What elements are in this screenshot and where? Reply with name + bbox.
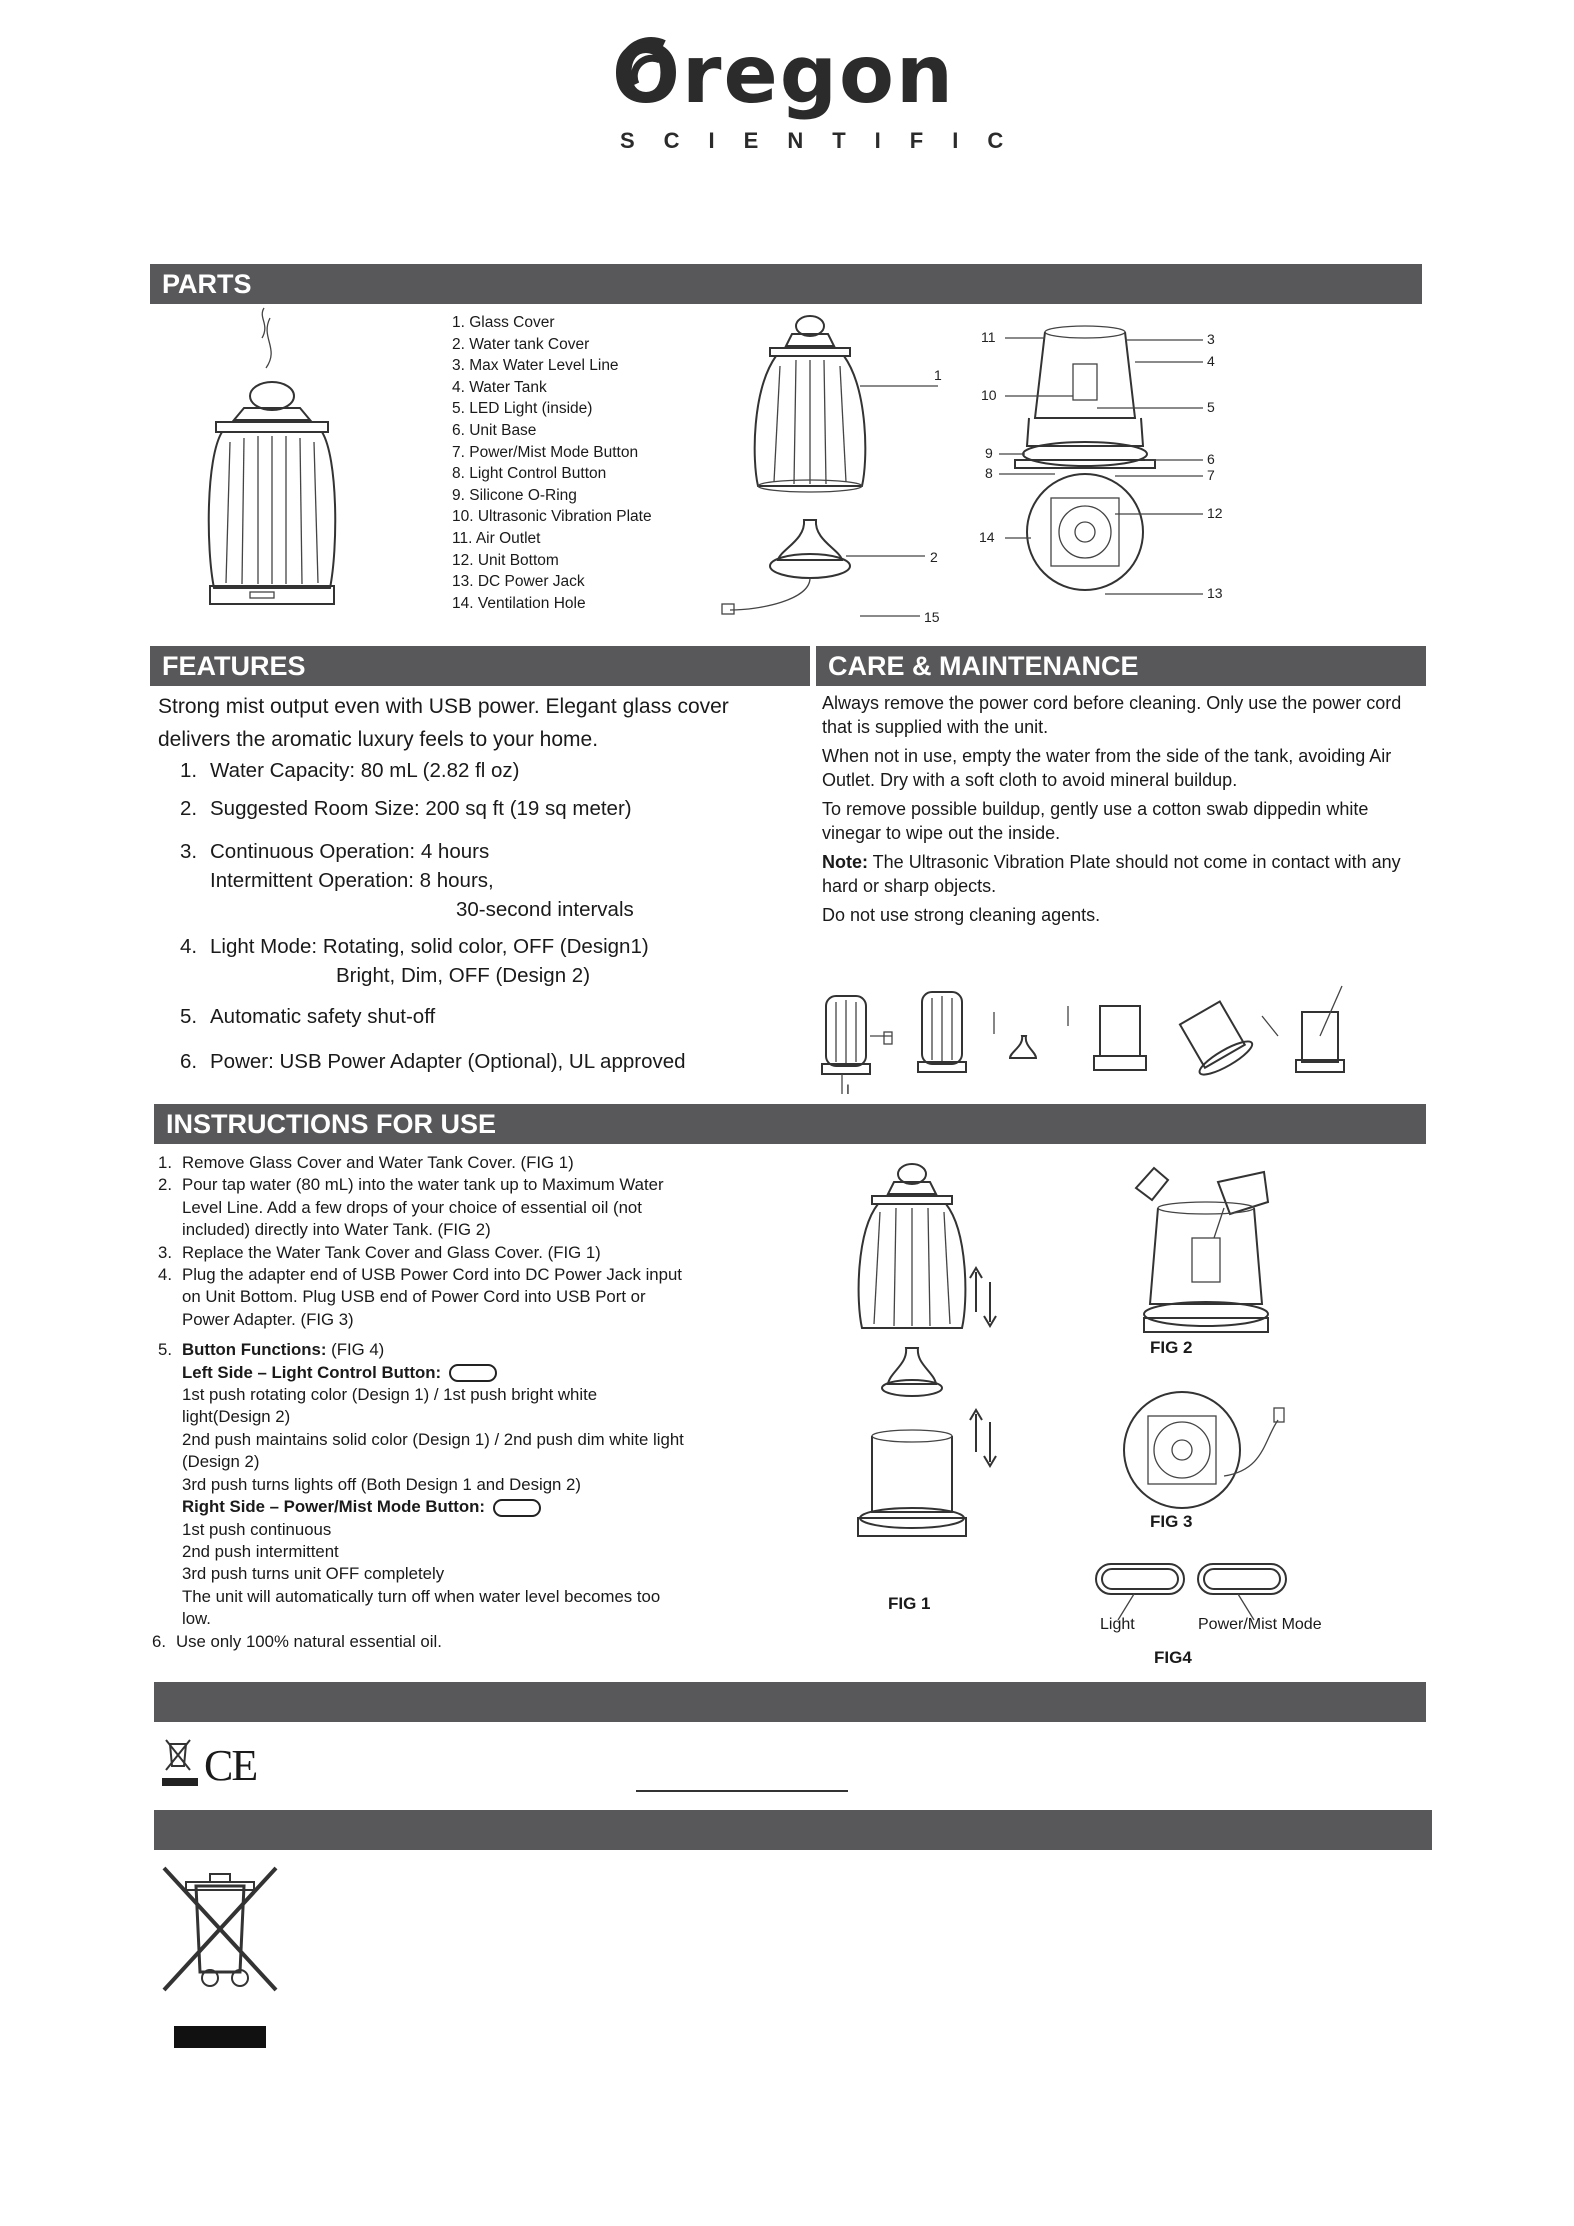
list-item: 13. DC Power Jack [452,573,585,591]
callout-3: 3 [1207,331,1215,347]
callout-2: 2 [930,549,938,565]
parts-list [452,312,652,614]
care-paragraph: When not in use, empty the water from the side of the tank, avoiding Air Outlet. Dry with a soft cloth to avoid mineral buildup. [822,746,1392,790]
list-item: 3. Continuous Operation: 4 hours Intermittent Operation: 8 hours, 30-second intervals [180,840,634,921]
callout-15: 15 [924,609,940,625]
fig4-label: FIG4 [1154,1648,1192,1667]
weee-bin-icon [156,1862,286,2052]
callout-11: 11 [981,329,996,345]
fig2-illustration [1124,1158,1294,1358]
care-paragraph: Always remove the power cord before cleaning. Only use the power cord that is supplied with the unit. [822,693,1402,737]
signature-line [636,1790,848,1792]
list-item: 8. Light Control Button [452,465,607,483]
power-button-icon [493,1499,541,1517]
list-item: 10. Ultrasonic Vibration Plate [452,508,652,526]
fig3-label: FIG 3 [1150,1512,1193,1531]
list-item: 5. Automatic safety shut-off [180,1005,436,1028]
fig2-label: FIG 2 [1150,1338,1193,1357]
list-item: 4. Water Tank [452,378,547,396]
weee-small-icon [160,1734,200,1788]
fig1-illustration [850,1152,1030,1572]
list-item: 5. LED Light (inside) [452,400,593,418]
fig1-label: FIG 1 [888,1594,931,1613]
list-item: 2. Pour tap water (80 mL) into the water tank up to Maximum Water Level Line. Add a few drops of your choice of essential oil (not included) directly into Water Tank. (FIG 2) [158,1175,664,1240]
care-marker: I [846,1081,850,1097]
list-item: 7. Power/Mist Mode Button [452,443,639,461]
section-header-care: CARE & MAINTENANCE [816,646,1426,686]
list-item: 12. Unit Bottom [452,551,559,569]
instructions-text [152,1152,688,1653]
list-item: 2. Suggested Room Size: 200 sq ft (19 sq meter) [180,797,632,820]
list-item: 1. Water Capacity: 80 mL (2.82 fl oz) [180,759,520,782]
section-header-parts: PARTS [150,264,1422,304]
list-item: 6. Unit Base [452,421,537,439]
list-item: 1. Glass Cover [452,314,555,331]
list-item: 4. Light Mode: Rotating, solid color, OFF (Design1) Bright, Dim, OFF (Design 2) [180,935,649,987]
list-item: 6. Power: USB Power Adapter (Optional), UL approved [180,1050,686,1073]
list-item: 6. Use only 100% natural essential oil. [152,1631,442,1651]
list-item: 1. Remove Glass Cover and Water Tank Cover. (FIG 1) [158,1153,574,1172]
brand-subtitle: SCIENTIFIC [620,128,1033,153]
list-item: 14. Ventilation Hole [452,594,586,612]
care-paragraph: Do not use strong cleaning agents. [822,905,1101,925]
list-item: 5. Button Functions: (FIG 4) Left Side – Light Control Button: 1st push rotating color (Design 1) / 1st push bright white light(Design 2) 2nd push maintains solid color (Design 1) / 2nd push dim white light (Design 2) 3rd push turns lights off (Both Design 1 and Design 2) Right Side – Power/Mist Mode Button: 1st push continuous 2nd push intermittent 3rd push turns unit OFF completely The unit will automatically turn off when water level becomes too low. [158,1340,684,1629]
callout-12: 12 [1207,505,1223,521]
callout-4: 4 [1207,353,1215,369]
care-text [822,692,1432,934]
section-header-blank-2 [154,1810,1432,1850]
fig3-illustration [1114,1380,1294,1520]
section-header-features: FEATURES [150,646,810,686]
fig4-light-label: Light [1100,1616,1135,1633]
features-list [180,756,800,1076]
diffuser-illustration [200,308,360,608]
care-note: Note: The Ultrasonic Vibration Plate should not come in contact with any hard or sharp objects. [822,852,1401,896]
list-item: 11. Air Outlet [452,529,541,547]
care-paragraph: To remove possible buildup, gently use a cotton swab dippedin white vinegar to wipe out the inside. [822,799,1369,843]
callout-6: 6 [1207,451,1215,467]
callout-7: 7 [1207,467,1215,483]
list-item: 4. Plug the adapter end of USB Power Cord into DC Power Jack input on Unit Bottom. Plug USB end of Power Cord into USB Port or Power Adapter. (FIG 3) [158,1265,682,1329]
fig4-illustration [1094,1560,1294,1620]
list-item: 2. Water tank Cover [452,335,590,353]
exploded-parts-diagram [720,310,940,630]
light-button-icon [449,1364,497,1382]
fig4-power-label: Power/Mist Mode [1198,1616,1322,1633]
list-item: 3. Replace the Water Tank Cover and Glass Cover. (FIG 1) [158,1242,601,1262]
list-item: 3. Max Water Level Line [452,357,619,375]
brand-name: Oregon [612,28,955,121]
callout-8: 8 [985,465,993,481]
callout-14: 14 [979,529,995,545]
ce-mark: CE [204,1741,257,1790]
cross-section-diagram [975,318,1235,618]
list-item: 9. Silicone O-Ring [452,486,577,504]
callout-13: 13 [1207,585,1223,601]
care-sequence-illustration [822,976,1362,1096]
callout-5: 5 [1207,399,1215,415]
callout-1: 1 [934,367,942,383]
callout-9: 9 [985,445,993,461]
callout-10: 10 [981,387,997,403]
section-header-blank [154,1682,1426,1722]
features-intro: Strong mist output even with USB power. Elegant glass cover delivers the aromatic luxury feels to your home. [158,695,729,751]
section-header-instructions: INSTRUCTIONS FOR USE [154,1104,1426,1144]
